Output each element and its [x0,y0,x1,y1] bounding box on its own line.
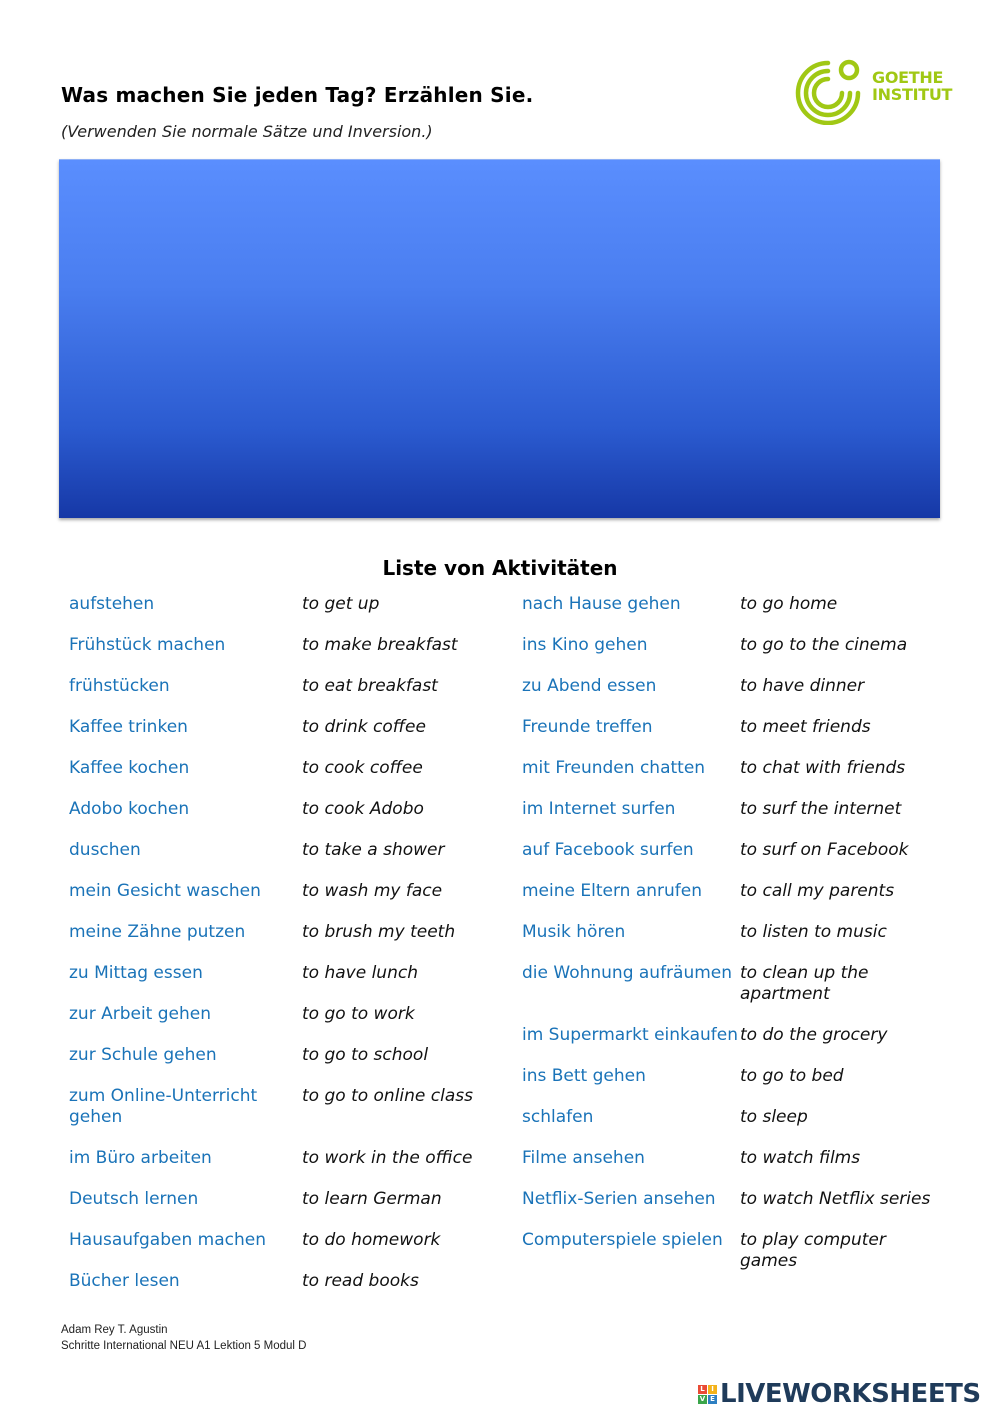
german-term: duschen [69,840,141,860]
german-term: Freunde treffen [522,717,653,737]
logo-line-1: GOETHE [872,68,944,87]
vocab-row [522,1189,940,1210]
page-title: Was machen Sie jeden Tag? Erzählen Sie. [61,83,534,107]
german-term: Bücher lesen [69,1271,180,1291]
english-translation: to go to bed [740,1066,844,1086]
german-term: auf Facebook surfen [522,840,694,860]
logo-text [872,69,952,103]
english-translation: to brush my teeth [302,922,456,942]
german-term: mit Freunden chatten [522,758,706,778]
german-term: zu Abend essen [522,676,657,696]
goethe-spiral-icon [794,57,864,125]
german-term: zur Schule gehen [69,1045,217,1065]
german-term: zum Online-Unterricht gehen [69,1086,258,1127]
german-term: aufstehen [69,594,155,614]
english-translation: to cook coffee [302,758,423,778]
english-translation: to wash my face [302,881,443,901]
vocab-row [69,922,492,943]
liveworksheets-watermark [698,1380,981,1408]
vocab-row [69,881,492,902]
german-term: nach Hause gehen [522,594,681,614]
vocab-row [69,594,492,615]
english-translation: to watch Netflix series [740,1189,931,1209]
watermark-letter: I [708,1385,717,1394]
german-term: Kaffee trinken [69,717,188,737]
vocab-row [69,1086,492,1128]
goethe-institut-logo [794,57,953,125]
vocab-row [522,1107,940,1128]
english-translation: to work in the office [302,1148,473,1168]
logo-line-2: INSTITUT [872,85,953,104]
german-term: im Büro arbeiten [69,1148,212,1168]
german-term: Kaffee kochen [69,758,190,778]
vocab-row [69,840,492,861]
english-translation: to get up [302,594,380,614]
vocab-row [522,1025,940,1046]
vocab-row [69,758,492,779]
vocab-list-left [69,594,492,1312]
vocab-row [522,758,940,779]
watermark-letter: V [699,1394,706,1403]
liveworksheets-icon [698,1385,717,1404]
vocab-row [522,676,940,697]
english-translation: to watch films [740,1148,861,1168]
english-translation: to have lunch [302,963,418,983]
english-translation: to have dinner [740,676,865,696]
english-translation: to go to work [302,1004,415,1024]
german-term: mein Gesicht waschen [69,881,261,901]
vocab-row [522,1066,940,1087]
vocab-row [522,1230,940,1272]
english-translation: to read books [302,1271,419,1291]
page-subtitle: (Verwenden Sie normale Sätze und Inversion.) [61,122,433,141]
german-term: meine Zähne putzen [69,922,246,942]
german-term: Deutsch lernen [69,1189,199,1209]
vocab-row [69,1230,492,1251]
english-translation: to go to online class [302,1086,473,1106]
footer-source: Schritte International NEU A1 Lektion 5 Modul D [61,1340,307,1352]
vocab-row [522,840,940,861]
vocab-row [69,676,492,697]
english-translation: to listen to music [740,922,887,942]
english-translation: to eat breakfast [302,676,438,696]
english-translation: to go to the cinema [740,635,908,655]
german-term: ins Kino gehen [522,635,648,655]
watermark-letter: L [698,1385,707,1394]
vocab-row [522,922,940,943]
vocab-row [69,717,492,738]
german-term: Adobo kochen [69,799,190,819]
list-heading: Liste von Aktivitäten [382,556,618,580]
footer [61,1322,306,1354]
vocab-row [522,1148,940,1169]
vocab-row [522,881,940,902]
german-term: Musik hören [522,922,626,942]
english-translation: to do homework [302,1230,441,1250]
german-term: schlafen [522,1107,594,1127]
german-term: frühstücken [69,676,170,696]
english-translation: to play computer games [740,1230,886,1271]
german-term: Frühstück machen [69,635,226,655]
vocab-row [69,963,492,984]
vocab-row [69,635,492,656]
english-translation: to do the grocery [740,1025,888,1045]
german-term: ins Bett gehen [522,1066,646,1086]
vocab-row [522,594,940,615]
vocab-row [69,1189,492,1210]
english-translation: to make breakfast [302,635,458,655]
english-translation: to drink coffee [302,717,426,737]
liveworksheets-text: LIVEWORKSHEETS [720,1379,981,1409]
vocab-list-right [522,594,940,1292]
german-term: zu Mittag essen [69,963,203,983]
english-translation: to go home [740,594,838,614]
english-translation: to call my parents [740,881,895,901]
german-term: die Wohnung aufräumen [522,963,733,983]
german-term: im Internet surfen [522,799,676,819]
german-term: meine Eltern anrufen [522,881,703,901]
vocab-row [69,1271,492,1292]
german-term: Hausaufgaben machen [69,1230,266,1250]
english-translation: to surf on Facebook [740,840,909,860]
watermark-letter: E [708,1395,717,1404]
english-translation: to learn German [302,1189,442,1209]
german-term: zur Arbeit gehen [69,1004,212,1024]
german-term: Netflix-Serien ansehen [522,1189,716,1209]
german-term: Filme ansehen [522,1148,645,1168]
english-translation: to surf the internet [740,799,902,819]
vocab-row [69,1045,492,1066]
answer-input-box[interactable] [59,159,940,518]
vocab-row [522,717,940,738]
german-term: Computerspiele spielen [522,1230,723,1250]
english-translation: to go to school [302,1045,429,1065]
vocab-row [522,635,940,656]
german-term: im Supermarkt einkaufen [522,1025,738,1045]
vocab-row [69,1004,492,1025]
vocab-row [69,799,492,820]
footer-author: Adam Rey T. Agustin [61,1324,168,1336]
vocab-row [69,1148,492,1169]
vocab-row [522,963,940,1005]
english-translation: to cook Adobo [302,799,424,819]
vocab-row [522,799,940,820]
english-translation: to sleep [740,1107,808,1127]
english-translation: to chat with friends [740,758,906,778]
english-translation: to meet friends [740,717,871,737]
english-translation: to clean up the apartment [740,963,869,1004]
english-translation: to take a shower [302,840,445,860]
